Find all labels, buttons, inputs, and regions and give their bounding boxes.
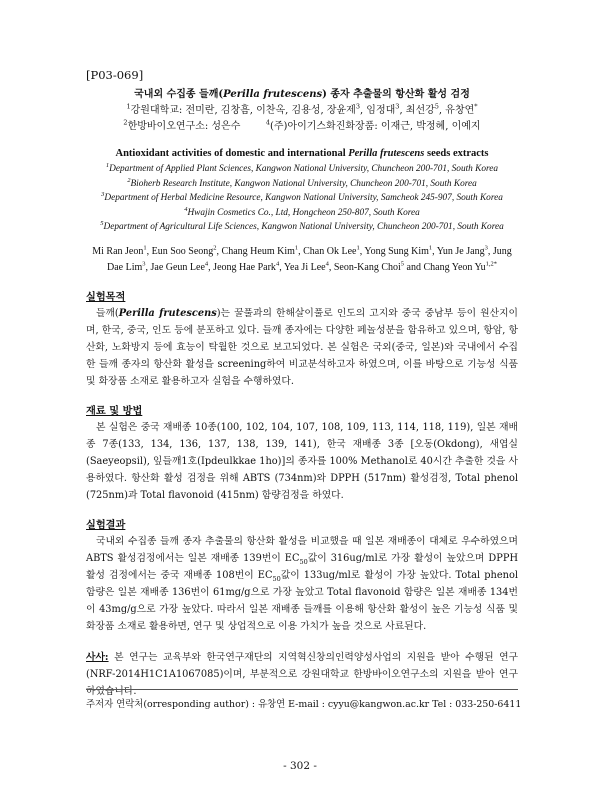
affiliation-marker: 4 [275, 260, 280, 268]
purpose-heading: 실험목적 [86, 290, 126, 303]
affiliation-text: Hwajin Cosmetics Co., Ltd, Hongcheon 250-807, South Korea [187, 207, 420, 218]
korean-author-text: , 유창연 [438, 105, 475, 116]
korean-title-species: Perilla frutescens [223, 89, 323, 100]
ec50-subscript: 50 [272, 574, 281, 583]
korean-author-text: , 임정대 [359, 105, 396, 116]
korean-authors-line2 [86, 119, 518, 135]
author-name: Jae Geun Lee [150, 261, 205, 273]
english-title-species: Perilla frutescens [348, 148, 425, 159]
affiliation-marker: 3 [484, 244, 488, 252]
author-name: Chang Heum Kim [221, 245, 295, 257]
affiliation-marker: 4 [325, 260, 329, 268]
methods-section [86, 402, 518, 504]
affiliation-marker: 3 [142, 260, 146, 268]
affiliation-marker: 1 [105, 161, 110, 169]
purpose-pre: 들깨( [96, 307, 119, 319]
affiliation-marker: * [474, 102, 478, 111]
english-title-pre: Antioxidant activities of domestic and international [115, 148, 349, 159]
results-text-1: 국내외 수집종 들깨 종자 추출물의 항산화 활성을 비교했을 때 일본 재배종이 대체로 우수하였으며 ABTS 활성검정에서는 일본 재배종 139번이 EC [86, 535, 518, 564]
results-text-3: 값이 133ug/ml로 활성이 가장 높았다. Total phenol 함량은 일본 재배종 136번이 61mg/g으로 가장 높았고 Total flavonoid 함량은 일본 재배종 134번이 43mg/g으로 가장 높았다. 따라서 일본 재배종 들깨를 이용해 항산화 활성이 높은 기능성 식품 및 화장품 소재로 활용하면, 연구 및 상업적으로 이용 가치가 높을 것으로 사료된다. [86, 569, 518, 632]
affiliation-marker: 1 [126, 102, 131, 111]
korean-author-text: 강원대학교: 전미란, 김창흠, 이찬옥, 김용성, 장윤제 [130, 105, 356, 116]
affiliation-text: Bioherb Research Institute, Kangwon National University, Chuncheon 200-701, South Korea [130, 178, 477, 189]
author-name: Jeong Hae Park [213, 261, 276, 273]
affiliation-marker: 1,2* [485, 260, 498, 268]
acknowledgement [86, 649, 518, 700]
korean-title-pre: 국내외 수집종 들깨( [134, 89, 224, 100]
author-name: Yun Je Jang [436, 245, 485, 257]
korean-affiliation-bioherb: 한방바이오연구소: 성은수 [127, 121, 241, 132]
affiliation-line [86, 206, 518, 221]
author-name: Eun Soo Seong [151, 245, 214, 257]
affiliation-marker: 1 [356, 244, 360, 252]
affiliation-text: Department of Agricultural Life Sciences, Kangwon National University, Chuncheon 200-701, South Korea [103, 222, 504, 233]
results-text [86, 533, 518, 635]
affiliation-marker: 4 [204, 260, 209, 268]
affiliation-marker: 4 [265, 118, 270, 127]
author-name: Yea Ji Lee [283, 261, 326, 273]
author-name: Seon-Kang Choi [333, 261, 401, 273]
author-name: Jung Dae Lim [106, 245, 512, 273]
affiliation-text: Department of Applied Plant Sciences, Kangwon National University, Chuncheon 200-701, South Korea [109, 164, 499, 174]
methods-text: 본 실험은 중국 재배종 10종(100, 102, 104, 107, 108, 109, 113, 114, 118, 119), 일본 재배종 7종(133, 134, 136, 137, 138, 139, 141), 한국 재배종 3종 [오동(Okdong), 새엽실(Saeyeopsil), 잎들깨1호(Ipdeulkkae 1ho)]의 종자를 100% Methanol로 40시간 추출한 것을 사용하였다. 항산화 활성 검정을 위해 ABTS (734nm)와 DPPH (517nm) 활성검정, Total phenol (725nm)과 Total flavonoid (415nm) 함량검정을 하였다. [86, 421, 518, 501]
affiliation-marker: 5 [100, 220, 104, 228]
korean-affiliation-hwajin: (주)아이기스화진화장품: 이재근, 박정혜, 이예지 [269, 121, 481, 132]
affiliation-marker: 2 [127, 176, 131, 184]
results-text-2: 값이 316ug/ml로 가장 활성이 높았으며 DPPH 활성 검정에서는 중국 재배종 108번이 EC [86, 552, 518, 581]
results-section [86, 516, 518, 635]
author-name: Chang Yeon Yu [423, 261, 486, 273]
abstract-code: [P03-069] [86, 68, 144, 82]
affiliation-text: Department of Herbal Medicine Resource, Kangwon National University, Samcheok 245-907, South Korea [104, 193, 503, 204]
author-name: Yong Sung Kim [364, 245, 429, 257]
page-number: - 302 - [283, 760, 317, 772]
korean-authors-line1 [86, 103, 518, 119]
affiliation-marker: 1 [294, 244, 299, 252]
english-authors: Mi Ran Jeon$^1$, Eun Soo Seong$^2$, Chang Heum Kim$^1$, Chan Ok Lee$^1$, Yong Sung Kim$^1$, Yun Je Jang$^3$, Jung Dae Lim$^3$, Jae Geun Lee$^4$, Jeong Hae Park$^4$, Yea Ji Lee$^4$, Seon-Kang Choi$^5$ and Chang Yeon $Yu^{1,2*}$ [92, 244, 512, 273]
affiliation-marker: 4 [184, 205, 188, 213]
affiliation-marker: 1 [143, 244, 147, 252]
affiliation-marker: 3 [355, 102, 360, 111]
author-name: Chan Ok Lee [303, 245, 357, 257]
purpose-post: )는 꿀풀과의 한해살이풀로 인도의 고지와 중국 중남부 등이 원산지이며, 한국, 중국, 인도 등에 분포하고 있다. 들깨 종자에는 다양한 페놀성분을 함유하고 있으며, 항암, 항산화, 노화방지 등에 효능이 탁월한 것으로 보고되었다. 본 실험은 국외(중국, 일본)와 국내에서 수집한 들깨 종자의 항산화 활성을 screening하여 비교분석하고자 하였으며, 이를 바탕으로 기능성 식품 및 화장품 소재로 활용하고자 실험을 수행하였다. [86, 307, 518, 387]
footer-divider [86, 689, 518, 690]
affiliation-line [86, 162, 518, 177]
corresponding-author-contact: 주저자 연락처(orresponding author) : 유창연 E-mail : cyyu@kangwon.ac.kr Tel : 033-250-6411 [86, 699, 522, 710]
affiliation-marker: 5 [434, 102, 439, 111]
ec50-subscript: 50 [299, 557, 308, 566]
purpose-section [86, 288, 518, 390]
affiliation-line [86, 220, 518, 235]
affiliation-marker: 2 [123, 118, 128, 127]
korean-author-text: , 최선강 [399, 105, 435, 116]
affiliation-marker: 5 [400, 260, 405, 268]
korean-title-post: ) 종자 추출물의 항산화 활성 검정 [322, 89, 470, 100]
english-title-post: seeds extracts [424, 148, 489, 159]
affiliation-line [86, 191, 518, 206]
korean-title [86, 86, 518, 103]
results-heading: 실험결과 [86, 518, 126, 531]
affiliation-marker: 3 [395, 102, 400, 111]
affiliation-line [86, 177, 518, 192]
affiliation-list [86, 162, 518, 235]
affiliation-marker: 2 [213, 244, 217, 252]
acknowledgement-label: 사사: [86, 651, 109, 663]
affiliation-marker: 1 [428, 244, 433, 252]
affiliation-marker: 3 [101, 191, 105, 199]
acknowledgement-text: 본 연구는 교육부와 한국연구재단의 지역혁신창의인력양성사업의 지원을 받아 수행된 연구(NRF-2014H1C1A1067085)이며, 부분적으로 강원대학교 한방바이오연구소의 지원을 받아 연구하였습니다. [86, 651, 518, 697]
purpose-species: Perilla frutescens [118, 307, 217, 319]
english-title [86, 148, 518, 159]
methods-heading: 재료 및 방법 [86, 404, 143, 417]
abstract-page [86, 68, 518, 700]
author-name: Mi Ran Jeon [92, 245, 144, 257]
purpose-text [86, 305, 518, 390]
